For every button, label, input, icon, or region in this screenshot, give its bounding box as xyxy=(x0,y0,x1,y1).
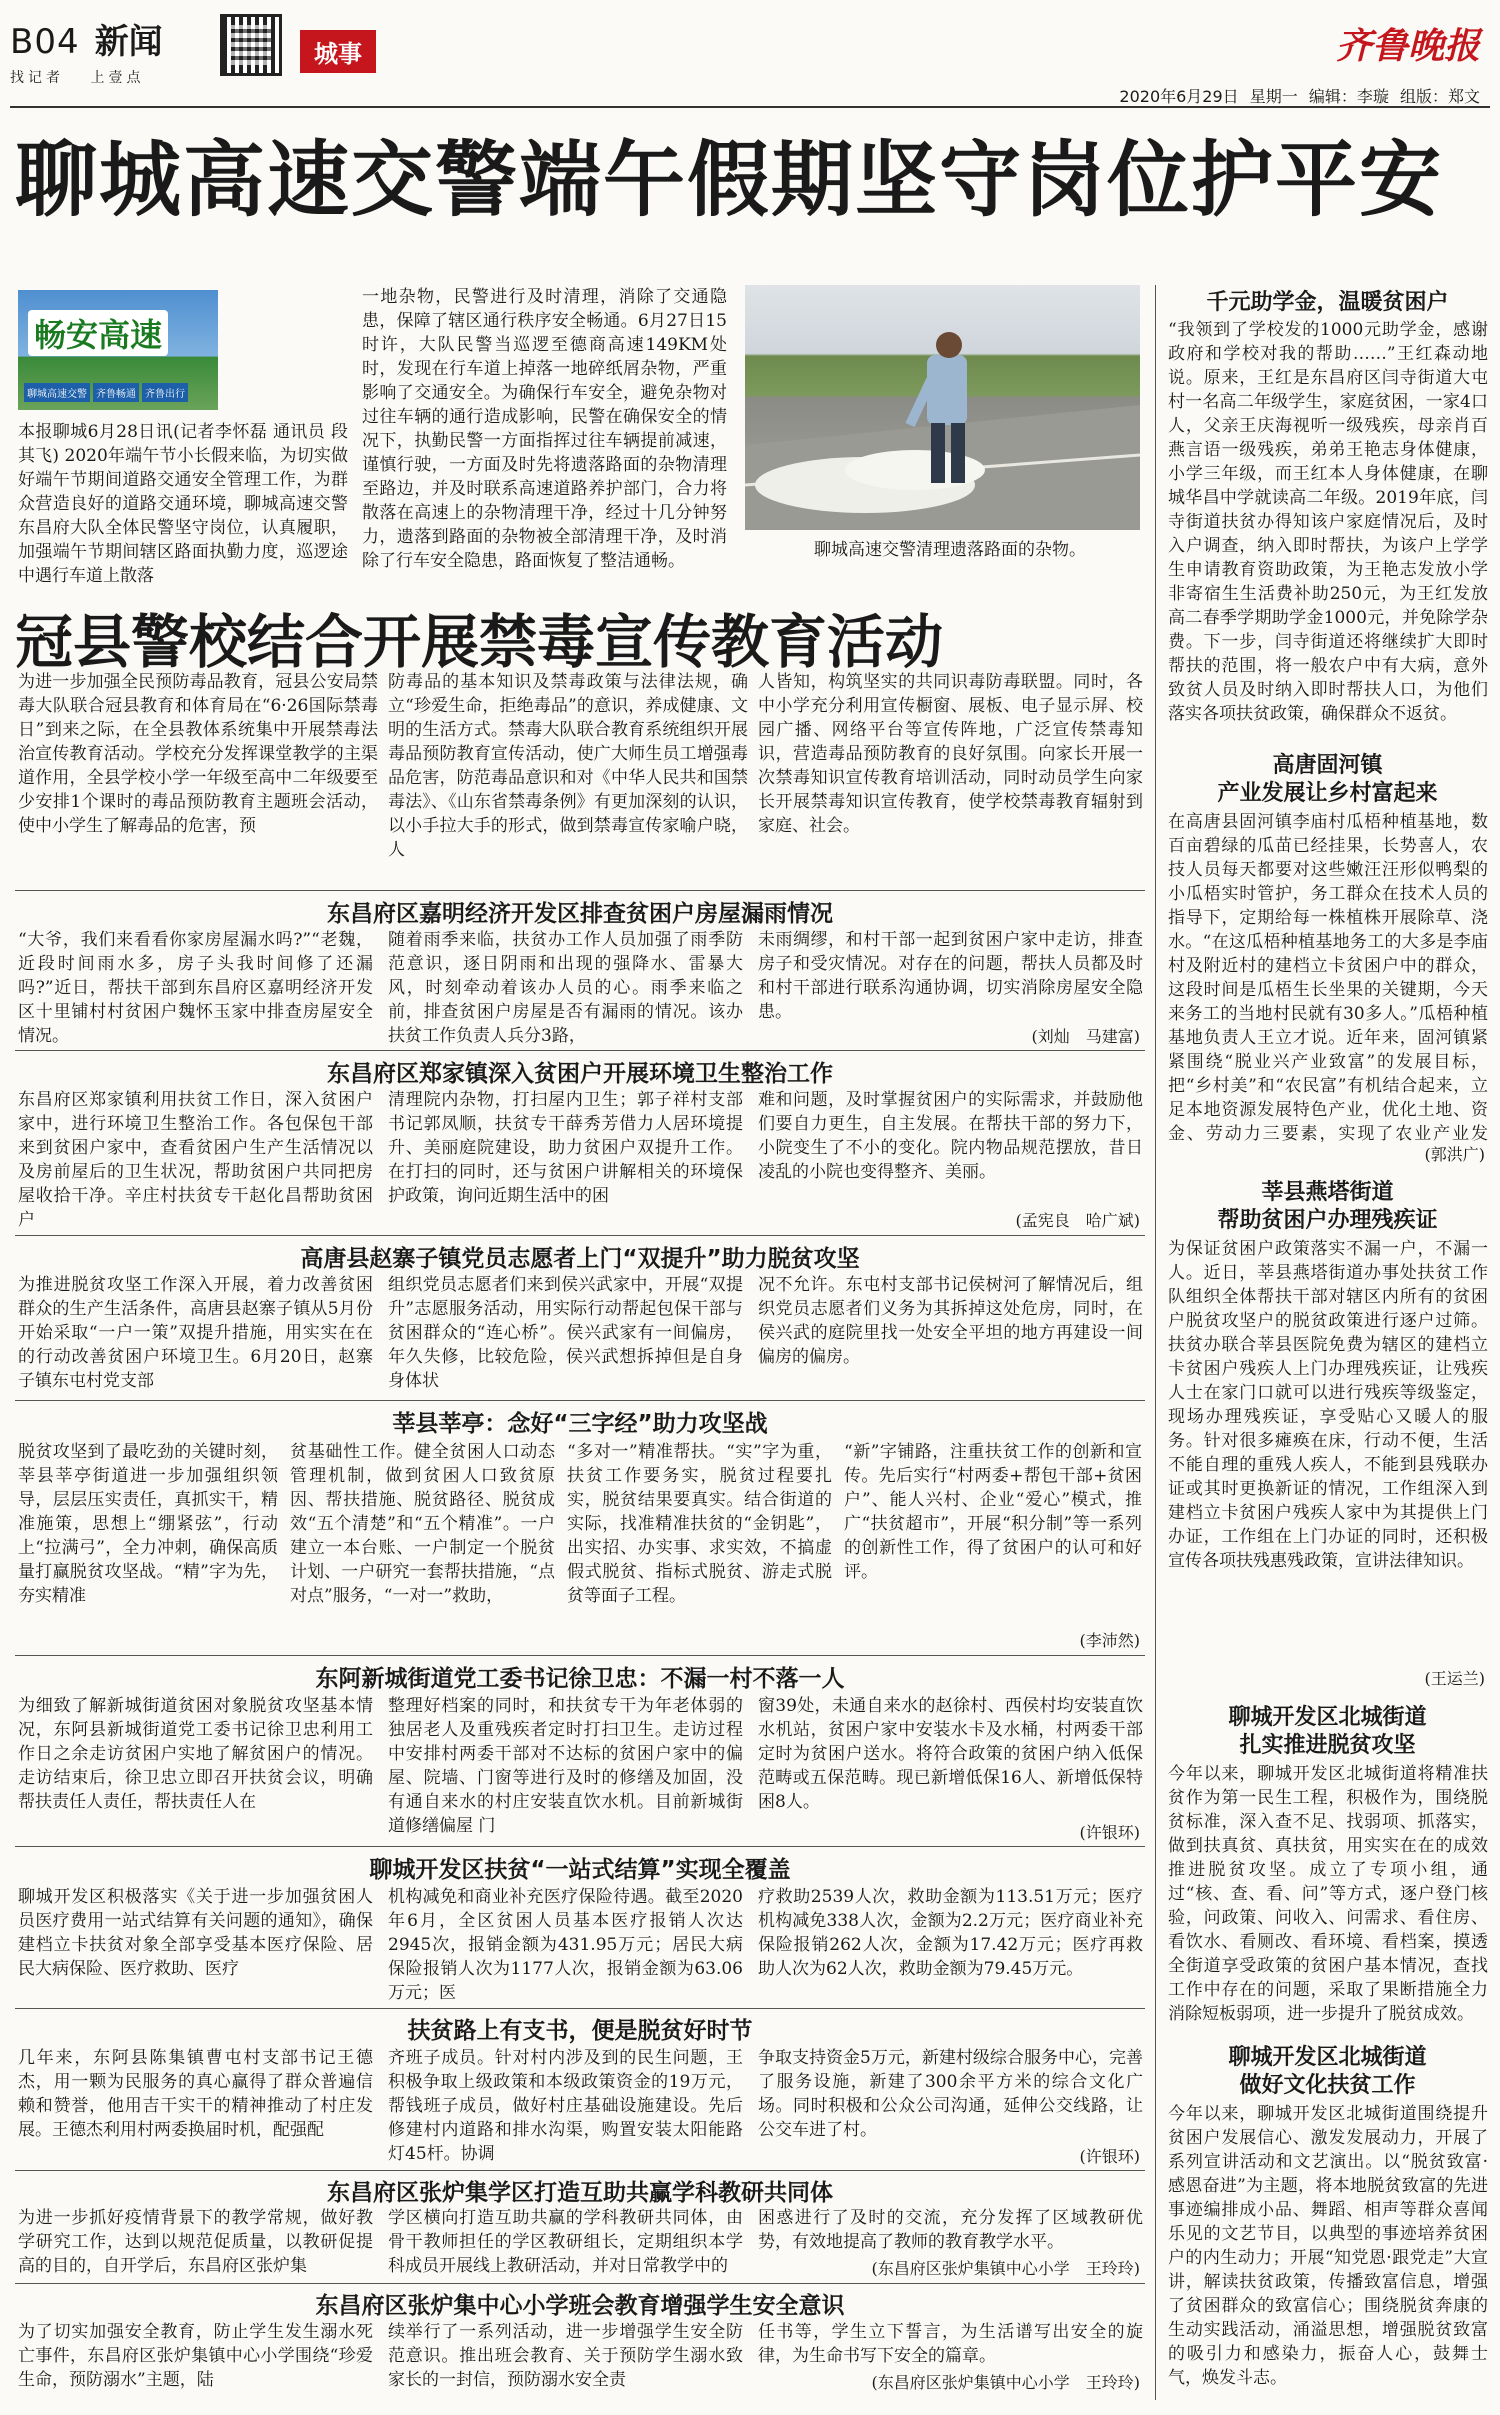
lead-text-col1: 本报聊城6月28日讯(记者李怀磊 通讯员 段其飞) 2020年端午节小长假来临，为切实做好端午节期间道路交通安全管理工作，为群众营造良好的道路交通环境，聊城高速交警东昌府大队全体民警坚守岗位，认真履职，加强端午节期间辖区路面执勤力度，巡逻途中遇行车道上散落 xyxy=(18,422,348,586)
article-text: 防毒品的基本知识及禁毒政策与法律法规，确立“珍爱生命，拒绝毒品”的意识，养成健康、文明的生活方式。禁毒大队联合教育系统组织开展毒品预防教育宣传活动，使广大师生员工增强毒品危害，防范毒品意识和对《中华人民共和国禁毒法》、《山东省禁毒条例》有更加深刻的认识，以小手拉大手的形式，做到禁毒宣传家喻户晓，人 xyxy=(388,672,748,860)
badge-tag: 聊城高速交警 xyxy=(24,383,90,402)
divider xyxy=(15,2170,1145,2171)
sidebar-headline: 高唐固河镇 xyxy=(1272,753,1383,778)
article-headline: 东昌府区郑家镇深入贫困户开展环境卫生整治工作 xyxy=(327,1061,833,1087)
divider xyxy=(15,1655,1145,1656)
article-text: 贫基础性工作。健全贫困人口动态管理机制，做到贫困人口致贫原因、帮扶措施、脱贫路径、脱贫成效“五个清楚”和“五个精准”。一户建立一本台账、一户制定一个脱贫计划、一户研究一套帮扶措施，“点对点”服务，“一对一”救助， xyxy=(290,1442,555,1606)
divider xyxy=(15,2283,1145,2284)
sidebar-headline: 产业发展让乡村富起来 xyxy=(1217,781,1438,806)
sidebar-text: 在高唐县固河镇李庙村瓜梧种植基地，数百亩碧绿的瓜苗已经挂果，长势喜人，农技人员每天都要对这些嫩汪汪形似鸭梨的小瓜梧实时管护，务工群众在技术人员的指导下，定期给每一株植株开展除草、浇水。“在这瓜梧种植基地务工的大多是李庙村及附近村的建档立卡贫困户中的群众，这段时间是瓜梧生长坐果的关键期，今天来务工的当地村民就有30多人。”瓜梧种植基地负责人王立才说。近年来，固河镇紧紧围绕“脱业兴产业致富”的发展目标，把“乡村美”和“农民富”有机结合起来，立足本地资源发展特色产业，优化土地、资金、劳动力三要素，实现了农业产业发 xyxy=(1168,812,1488,1142)
photo-caption: 聊城高速交警清理遗落路面的杂物。 xyxy=(814,540,1086,560)
news-photo xyxy=(745,285,1140,530)
lead-headline: 聊城高速交警端午假期坚守岗位护平安 xyxy=(15,133,1444,228)
newspaper-logo: 齐鲁晚报 xyxy=(1335,25,1480,67)
article-headline: 东阿新城街道党工委书记徐卫忠：不漏一村不落一人 xyxy=(315,1666,845,1692)
article-text: 任书等，学生立下誓言，为生活谱写出安全的旋律，为生命书写下安全的篇章。 xyxy=(758,2322,1143,2366)
column-badge xyxy=(18,290,218,410)
masthead xyxy=(10,14,163,87)
article-text: 为推进脱贫攻坚工作深入开展，着力改善贫困群众的生产生活条件，高唐县赵寨子镇从5月份开始采取“一户一策”双提升措施，用实实在在的行动改善贫困户环境卫生。6月20日，赵寨子镇东屯村党支部 xyxy=(18,1275,373,1391)
article-text: 东昌府区郑家镇利用扶贫工作日，深入贫困户家中，进行环境卫生整治工作。各包保包干部来到贫困户家中，查看贫困户生产生活情况以及房前屋后的卫生状况，帮助贫困户共同把房屋收拾干净。辛庄村扶贫专干赵化昌帮助贫困户 xyxy=(18,1090,373,1230)
sidebar-text: “我领到了学校发的1000元助学金，感谢政府和学校对我的帮助……”王红森动地说。原来，王红是东昌府区闫寺街道大屯村一名高二年级学生，家庭贫困，一家4口人，父亲王庆海视听一级残疾，母亲肖百燕言语一级残疾，弟弟王艳志身体健康，小学三年级，而王红本人身体健康，在聊城华昌中学就读高二年级。2019年底，闫寺街道扶贫办得知该户家庭情况后，及时入户调查，纳入即时帮扶，为该户上学学生申请教育资助政策，为王艳志发放小学非寄宿生生活费补助250元，为王红发放高二春季学期助学金1000元，并免除学杂费。下一步，闫寺街道还将继续扩大即时帮扶的范围，将一般农户中有大病，意外致贫人员及时纳入即时帮扶人口，为他们落实各项扶贫政策，确保群众不返贫。 xyxy=(1168,320,1488,724)
article-headline: 东昌府区张炉集中心小学班会教育增强学生安全意识 xyxy=(315,2293,845,2319)
byline: (孟宪良 哈广斌) xyxy=(1015,1211,1140,1230)
article-text: 续举行了一系列活动，进一步增强学生安全防范意识。推出班会教育、关于预防学生溺水致家长的一封信，预防溺水安全责 xyxy=(388,2322,743,2390)
byline: (郭洪广) xyxy=(1424,1145,1485,1164)
article-text: 窗39处，未通自来水的赵徐村、西侯村均安装直饮水机站，贫困户家中安装水卡及水桶，村两委干部定时为贫困户送水。将符合政策的贫困户纳入低保范畴或五保范畴。现已新增低保16人、新增低保特困8人。 xyxy=(758,1696,1143,1812)
divider xyxy=(15,1400,1145,1401)
article-text: 人皆知，构筑坚实的共同识毒防毒联盟。同时，各中小学充分利用宣传橱窗、展板、电子显示屏、校园广播、网络平台等宣传阵地，广泛宣传禁毒知识，营造毒品预防教育的良好氛围。向家长开展一次禁毒知识宣传教育培训活动，同时动员学生向家长开展禁毒知识宣传教育，使学校禁毒教育辐射到家庭、社会。 xyxy=(758,672,1143,836)
byline: (许银环) xyxy=(1079,1823,1140,1842)
byline: (刘灿 马建富) xyxy=(1031,1027,1140,1046)
article-headline: 扶贫路上有支书，便是脱贫好时节 xyxy=(407,2018,753,2044)
byline: (李沛然) xyxy=(1079,1631,1140,1650)
photo-scene xyxy=(745,285,1140,530)
sidebar-headline: 千元助学金，温暖贫困户 xyxy=(1206,290,1449,315)
article-headline: 聊城开发区扶贫“一站式结算”实现全覆盖 xyxy=(369,1857,791,1883)
article-headline: 冠县警校结合开展禁毒宣传教育活动 xyxy=(15,608,944,676)
article-text: 机构减免和商业补充医疗保险待遇。截至2020年6月，全区贫困人员基本医疗报销人次达2945次，报销金额为431.95万元；居民大病保险报销人次为1177人次，报销金额为63.06万元；医 xyxy=(388,1887,743,2003)
page-number: B04 xyxy=(10,22,80,62)
badge-title: 畅安高速 xyxy=(28,310,168,356)
article-text: 几年来，东阿县陈集镇曹屯村支部书记王德杰，用一颗为民服务的真心赢得了群众普遍信赖和赞誉，他用吉干实干的精神推动了村庄发展。王德杰利用村两委换届时机，配强配 xyxy=(18,2048,373,2140)
article-text: 脱贫攻坚到了最吃劲的关键时刻，莘县莘亭街道进一步加强组织领导，层层压实责任，真抓实干，精准施策，思想上“绷紧弦”，行动上“拉满弓”，全力冲刺，确保高质量打赢脱贫攻坚战。“精”字为先，夯实精准 xyxy=(18,1442,278,1606)
masthead-rule xyxy=(10,106,1490,108)
article-text: 未雨绸缪，和村干部一起到贫困户家中走访，排查房子和受灾情况。对存在的问题，帮扶人员都及时和村干部进行联系沟通协调，切实消除房屋安全隐患。 xyxy=(758,930,1143,1022)
byline: (东昌府区张炉集镇中心小学 王玲玲) xyxy=(871,2259,1140,2278)
byline: (东昌府区张炉集镇中心小学 王玲玲) xyxy=(871,2373,1140,2392)
article-headline: 东昌府区嘉明经济开发区排查贫困户房屋漏雨情况 xyxy=(327,901,833,927)
article-text: 随着雨季来临，扶贫办工作人员加强了雨季防范意识，逐日阴雨和出现的强降水、雷暴大风，时刻牵动着该办人员的心。雨季来临之前，排查贫困户房屋是否有漏雨的情况。该办扶贫工作负责人兵分3路， xyxy=(388,930,743,1046)
lead-text-col2: 一地杂物，民警进行及时清理，消除了交通隐患，保障了辖区通行秩序安全畅通。6月27日15时许，大队民警当巡逻至德商高速149KM处时，发现在行车道上掉落一地碎纸屑杂物，严重影响了交通安全。为确保行车安全，避免杂物对过往车辆的通行造成影响，民警在确保安全的情况下，执勤民警一方面指挥过往车辆提前减速，谨慎行驶，一方面及时先将遗落路面的杂物清理至路边，并及时联系高速道路养护部门，合力将散落在高速上的杂物清理干净，经过十几分钟努力，遗落到路面的杂物被全部清理干净，及时消除了行车安全隐患，路面恢复了整洁通畅。 xyxy=(362,287,727,571)
divider xyxy=(15,2008,1145,2009)
article-text: 聊城开发区积极落实《关于进一步加强贫困人员医疗费用一站式结算有关问题的通知》，确保建档立卡扶贫对象全部享受基本医疗保险、居民大病保险、医疗救助、医疗 xyxy=(18,1887,373,1979)
badge-tag: 齐鲁出行 xyxy=(142,383,188,402)
sidebar-text: 今年以来，聊城开发区北城街道将精准扶贫作为第一民生工程，积极作为，围绕脱贫标准，深入查不足、找弱项、抓落实，做到扶真贫、真扶贫，用实实在在的成效推进脱贫攻坚。成立了专项小组，通过“核、查、看、问”等方式，逐户登门核验，问政策、问收入、问需求、看住房、看饮水、看厕改、看环境、看档案，摸透全街道享受政策的贫困户基本情况，查找工作中存在的问题，采取了果断措施全力消除短板弱项，进一步提升了脱贫成效。 xyxy=(1168,1764,1488,2024)
tagline-right: 上壹点 xyxy=(90,70,145,86)
article-text: “多对一”精准帮扶。“实”字为重，扶贫工作要务实，脱贫过程要扎实，脱贫结果要真实。结合街道的实际，找准精准扶贫的“金钥匙”，出实招、办实事、求实效，不搞虚假式脱贫、指标式脱贫、游走式脱贫等面子工程。 xyxy=(567,1442,832,1606)
divider xyxy=(15,890,1145,891)
article-text: 困惑进行了及时的交流，充分发挥了区域教研优势，有效地提高了教师的教育教学水平。 xyxy=(758,2208,1143,2252)
dateline xyxy=(1119,84,1480,107)
article-headline: 莘县莘亭：念好“三字经”助力攻坚战 xyxy=(392,1411,768,1437)
article-text: 疗救助2539人次，救助金额为113.51万元；医疗机构减免338人次，金额为2.2万元；医疗商业补充保险报销262人次，金额为17.42万元；医疗再救助人次为62人次，救助金额为79.45万元。 xyxy=(758,1887,1143,1979)
qr-code-icon xyxy=(220,14,282,76)
divider xyxy=(15,1235,1145,1236)
article-text: “大爷，我们来看看你家房屋漏水吗?”“老魏，近段时间雨水多，房子头我时间修了还漏吗?”近日，帮扶干部到东昌府区嘉明经济开发区十里铺村村贫困户魏怀玉家中排查房屋安全情况。 xyxy=(18,930,373,1046)
article-text: 难和问题，及时掌握贫困户的实际需求，并鼓励他们要自力更生，自主发展。在帮扶干部的努力下，小院变生了不小的变化。院内物品规范摆放，昔日凌乱的小院也变得整齐、美丽。 xyxy=(758,1090,1143,1182)
byline: (许银环) xyxy=(1079,2147,1140,2166)
sidebar-headline: 聊城开发区北城街道 xyxy=(1228,2045,1427,2070)
article-text: 齐班子成员。针对村内涉及到的民生问题，王积极争取上级政策和本级政策资金的19万元，帮钱班子成员，做好村庄基础设施建设。先后修建村内道路和排水沟渠，购置安装太阳能路灯45杆。协调 xyxy=(388,2048,743,2164)
article-text: 为进一步加强全民预防毒品教育，冠县公安局禁毒大队联合冠县教育和体育局在“6·26国际禁毒日”到来之际，在全县教体系统集中开展禁毒法治宣传教育活动。学校充分发挥课堂教学的主渠道作用，全县学校小学一年级至高中二年级要至少安排1个课时的毒品预防教育主题班会活动，使中小学生了解毒品的危害，预 xyxy=(18,672,378,836)
article-text: 组织党员志愿者们来到侯兴武家中，开展“双提升”志愿服务活动，用实际行动帮起包保干部与贫困群众的“连心桥”。侯兴武家有一间偏房，年久失修，比较危险，侯兴武想拆掉但是自身身体状 xyxy=(388,1275,743,1391)
sidebar-headline: 聊城开发区北城街道 xyxy=(1228,1705,1427,1730)
article-headline: 高唐县赵寨子镇党员志愿者上门“双提升”助力脱贫攻坚 xyxy=(300,1246,860,1272)
divider xyxy=(15,1846,1145,1847)
sidebar-text: 今年以来，聊城开发区北城街道围绕提升贫困户发展信心、激发发展动力，开展了系列宣讲活动和文艺演出。以“脱贫致富·感恩奋进”为主题，将本地脱贫致富的先进事迹编排成小品、舞蹈、相声等群众喜闻乐见的文艺节目，以典型的事迹培养贫困户的内生动力；开展“知党恩·跟党走”大宣讲，解读扶贫政策，传播致富信息，增强了贫困群众的致富信心；围绕脱贫奔康的生动实践活动，涌溢思想，增强脱贫致富的吸引力和感染力，振奋人心，鼓舞士气，焕发斗志。 xyxy=(1168,2104,1488,2388)
article-text: 争取支持资金5万元，新建村级综合服务中心，完善了服务设施，新建了300余平方米的综合文化广场。同时积极和公众公司沟通，延伸公交线路，让公交车进了村。 xyxy=(758,2048,1143,2140)
sidebar-text: 为保证贫困户政策落实不漏一户，不漏一人。近日，莘县燕塔街道办事处扶贫工作队组织全体帮扶干部对辖区内所有的贫困户脱贫攻坚户的脱贫政策进行逐户过筛。扶贫办联合莘县医院免费为辖区的建档立卡贫困户残疾人上门办理残疾证，让残疾人士在家门口就可以进行残疾等级鉴定，现场办理残疾证，享受贴心又暖人的服务。针对很多瘫痪在床，行动不便，生活不能自理的重残人疾人，不能到县残联办证或其时更换新证的情况，工作组深入到建档立卡贫困户残疾人家中为其提供上门办证，工作组在上门办证的同时，还积极宣传各项扶残惠残政策，宣讲法律知识。 xyxy=(1168,1239,1488,1571)
section-tag: 城事 xyxy=(300,30,376,73)
sidebar-headline: 做好文化扶贫工作 xyxy=(1239,2073,1416,2098)
article-text: 清理院内杂物，打扫屋内卫生；郭子祥村支部书记郭凤顺，扶贫专干薛秀芳借力人居环境提升、美丽庭院建设，助力贫困户双提升工作。在打扫的同时，还与贫困户讲解相关的环境保护政策，询问近期生活中的困 xyxy=(388,1090,743,1206)
article-text: 整理好档案的同时，和扶贫专干为年老体弱的独居老人及重残疾者定时打扫卫生。走访过程中安排村两委干部对不达标的贫困户家中的偏屋、院墙、门窗等进行及时的修缮及加固，没有通自来水的村庄安装直饮水机。目前新城街道修缮偏屋 门 xyxy=(388,1696,743,1836)
issue-weekday: 星期一 xyxy=(1249,87,1298,106)
article-headline: 东昌府区张炉集学区打造互助共赢学科教研共同体 xyxy=(327,2180,833,2206)
tagline-left: 找记者 xyxy=(10,70,64,86)
divider xyxy=(15,1050,1145,1051)
designer: 组版：郑文 xyxy=(1399,87,1480,106)
section-name: 新闻 xyxy=(94,22,163,62)
article-text: 为了切实加强安全教育，防止学生发生溺水死亡事件，东昌府区张炉集镇中心小学围绕“珍爱生命，预防溺水”主题，陆 xyxy=(18,2322,373,2390)
sidebar-headline: 帮助贫困户办理残疾证 xyxy=(1217,1208,1438,1233)
article-text: 为进一步抓好疫情背景下的教学常规，做好教学研究工作，达到以规范促质量，以教研促提高的目的，自开学后，东昌府区张炉集 xyxy=(18,2208,373,2276)
sidebar-headline: 莘县燕塔街道 xyxy=(1261,1180,1394,1205)
sidebar-divider xyxy=(1155,285,1156,2400)
badge-tag: 齐鲁畅通 xyxy=(93,383,139,402)
article-text: 学区横向打造互助共赢的学科教研共同体，由骨干教师担任的学区教研组长，定期组织本学科成员开展线上教研活动，并对日常教学中的 xyxy=(388,2208,743,2276)
sidebar-headline: 扎实推进脱贫攻坚 xyxy=(1239,1733,1416,1758)
issue-date: 2020年6月29日 xyxy=(1119,87,1239,106)
byline: (王运兰) xyxy=(1424,1669,1485,1688)
editor: 编辑：李璇 xyxy=(1308,87,1389,106)
article-text: 况不允许。东屯村支部书记侯树河了解情况后，组织党员志愿者们义务为其拆掉这处危房，同时，在侯兴武的庭院里找一处安全平坦的地方再建设一间偏房的偏房。 xyxy=(758,1275,1143,1367)
article-text: 为细致了解新城街道贫困对象脱贫攻坚基本情况，东阿县新城街道党工委书记徐卫忠利用工作日之余走访贫困户实地了解贫困户的情况。走访结束后，徐卫忠立即召开扶贫会议，明确帮扶责任人责任，帮扶责任人在 xyxy=(18,1696,373,1812)
article-text: “新”字铺路，注重扶贫工作的创新和宣传。先后实行“村两委+帮包干部+贫困户”、能人兴村、企业“爱心”模式，推广“扶贫超市”，开展“积分制”等一系列的创新性工作，得了贫困户的认可和好评。 xyxy=(844,1442,1142,1582)
